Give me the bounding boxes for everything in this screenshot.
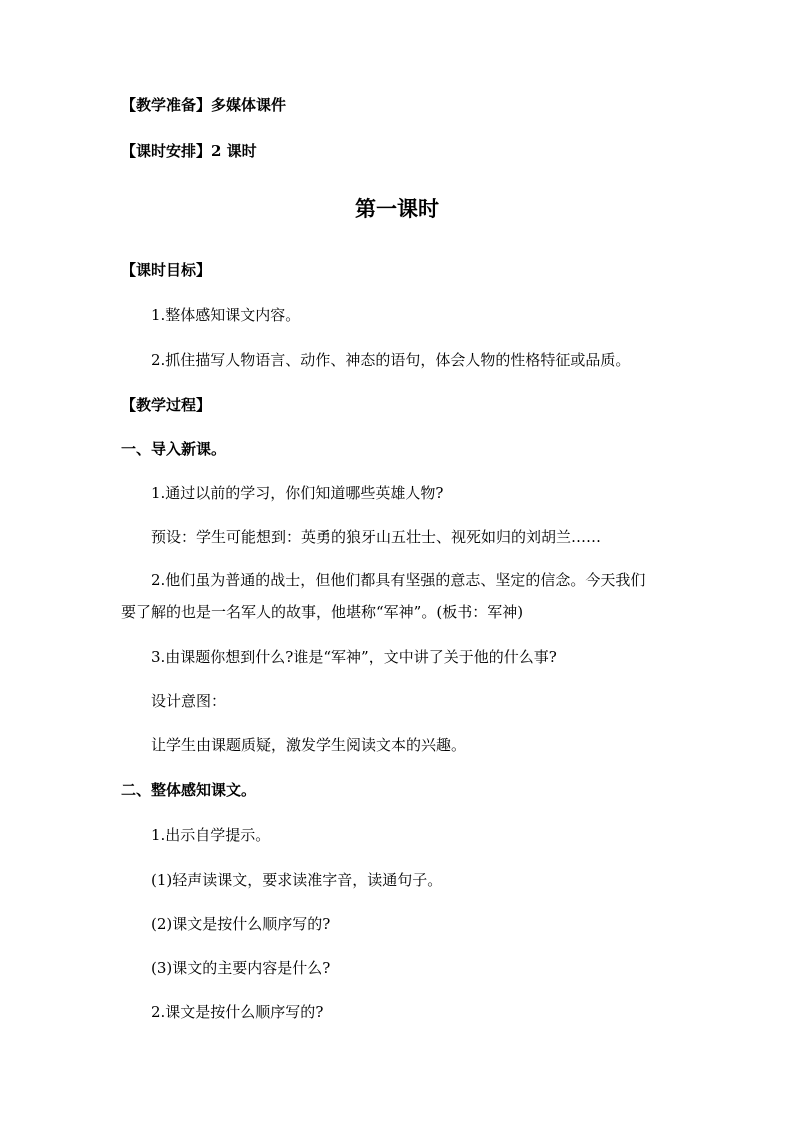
design-intent-text: 让学生由课题质疑，激发学生阅读文本的兴趣。 <box>151 736 467 754</box>
intro-question-3: 3.由课题你想到什么?谁是“军神”，文中讲了关于他的什么事? <box>151 648 557 666</box>
overview-subitem-3: (3)课文的主要内容是什么? <box>151 959 331 977</box>
goal-item-2: 2.抓住描写人物语言、动作、神态的语句，体会人物的性格特征或品质。 <box>151 351 631 369</box>
intro-preset: 预设：学生可能想到：英勇的狼牙山五壮士、视死如归的刘胡兰…… <box>151 528 602 546</box>
overview-item-1: 1.出示自学提示。 <box>151 826 271 844</box>
goals-heading: 【课时目标】 <box>121 261 212 279</box>
intro-question-1: 1.通过以前的学习，你们知道哪些英雄人物? <box>151 484 444 502</box>
goal-item-1: 1.整体感知课文内容。 <box>151 306 301 324</box>
schedule-line: 【课时安排】2 课时 <box>121 142 257 160</box>
section-heading-overview: 二、整体感知课文。 <box>121 781 257 799</box>
overview-subitem-1: (1)轻声读课文，要求读准字音，读通句子。 <box>151 871 443 889</box>
section-heading-intro: 一、导入新课。 <box>121 440 227 458</box>
intro-question-2-line-1: 2.他们虽为普通的战士，但他们都具有坚强的意志、坚定的信念。今天我们 <box>151 571 646 589</box>
teaching-prep-line: 【教学准备】多媒体课件 <box>121 96 287 114</box>
page-title: 第一课时 <box>355 196 439 221</box>
intro-question-2-line-2: 要了解的也是一名军人的故事，他堪称“军神”。(板书：军神) <box>121 603 524 621</box>
process-heading: 【教学过程】 <box>121 396 212 414</box>
design-intent-label: 设计意图： <box>151 692 227 710</box>
overview-subitem-2: (2)课文是按什么顺序写的? <box>151 915 331 933</box>
overview-item-2: 2.课文是按什么顺序写的? <box>151 1003 324 1021</box>
